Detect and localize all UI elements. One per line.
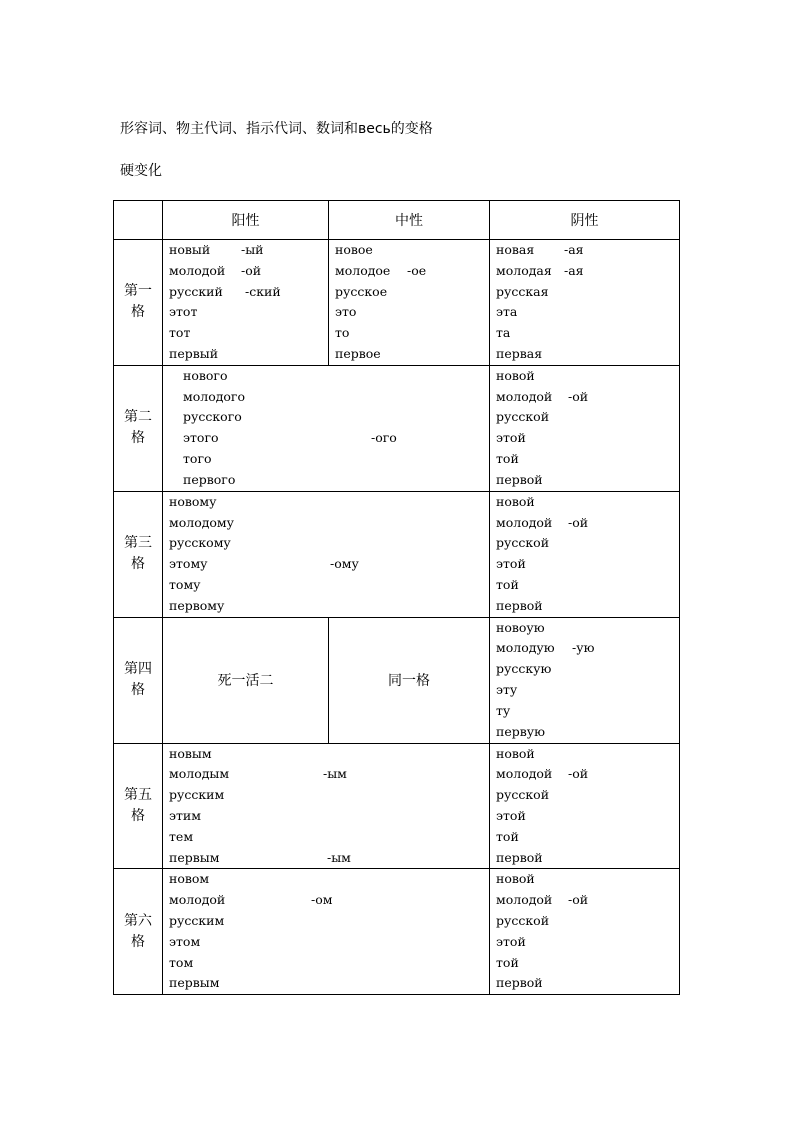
word-line: первую [496,723,546,739]
word-line: новый -ый [169,242,264,257]
word-line: новому [169,493,217,509]
word-line: молодому [169,514,235,530]
ins-feminine-cell [490,743,680,869]
word-line: первой [496,849,543,865]
word-line: молодой -ой [496,514,589,530]
word-line: этим [169,807,201,823]
word-line: первое [335,345,381,361]
word-line: новоую [496,619,545,635]
ins-masc-neut-cell [163,743,490,869]
case-label: 第四 格 [114,617,163,743]
word-line: этой [496,933,526,949]
word-line: той [496,828,519,844]
pre-feminine-cell [490,869,680,995]
word-line: то [335,325,350,341]
case-label: 第一 格 [114,240,163,366]
word-line: новой [496,493,535,509]
word-line: этой [496,430,526,446]
word-line: эту [496,681,518,697]
header-neuter: 中性 [329,201,490,240]
gen-masc-neut-cell [163,365,490,491]
header-feminine: 阴性 [490,201,680,240]
word-line: первая [496,345,543,361]
word-line: первой [496,597,543,613]
declension-table [113,200,680,995]
word-line: молодым -ым [169,766,347,782]
word-line: этой [496,807,526,823]
word-line: русского [183,409,242,425]
table-row-accusative [114,617,680,743]
word-line: русскую [496,661,552,677]
table-row-prepositional [114,869,680,995]
word-line: первой [496,975,543,991]
acc-neuter-cell: 同一格 [329,617,490,743]
word-line: молодое -ое [335,262,427,278]
word-line: первый [169,345,219,361]
pre-masc-neut-cell [163,869,490,995]
word-line: тот [169,325,191,341]
word-line: молодой -ой [496,892,589,908]
word-line: этот [169,304,198,320]
word-line: это [335,304,357,320]
acc-masculine-cell: 死一活二 [163,617,329,743]
table-row-nominative [114,240,680,366]
table-row-dative [114,491,680,617]
word-line: этой [496,556,526,572]
dat-masc-neut-cell [163,491,490,617]
word-line: русской [496,535,550,551]
word-line: этом [169,933,201,949]
table-row-instrumental [114,743,680,869]
page-title: 形容词、物主代词、指示代词、数词和весь的变格 [120,121,433,137]
word-line: этого -ого [183,430,397,446]
word-line: молодой -ом [169,892,333,908]
word-line: тем [169,828,194,844]
acc-feminine-cell [490,617,680,743]
header-corner [114,201,163,240]
word-line: той [496,450,519,466]
word-line: новая -ая [496,242,584,257]
word-line: русской [496,787,550,803]
word-line: русское [335,283,388,299]
word-line: новой [496,367,535,383]
word-line: первой [496,471,543,487]
word-line: молодая -ая [496,262,584,278]
section-subtitle: 硬变化 [120,163,162,179]
word-line: этому -ому [169,556,359,572]
word-line: молодого [183,388,246,404]
word-line: та [496,325,511,341]
word-line: русским [169,912,225,928]
table-header-row [114,201,680,240]
word-line: первого [183,471,236,487]
word-line: молодой -ой [496,766,589,782]
word-line: том [169,954,194,970]
word-line: той [496,954,519,970]
word-line: новой [496,745,535,761]
header-masculine: 阳性 [163,201,329,240]
word-line: русскому [169,535,231,551]
word-line: русским [169,787,225,803]
nom-neuter-cell [329,240,490,366]
word-line: новым [169,745,212,761]
word-line: молодую -ую [496,640,595,656]
case-label: 第五 格 [114,743,163,869]
word-line: первому [169,597,225,613]
word-line: новое [335,242,373,257]
word-line: эта [496,304,518,320]
dat-feminine-cell [490,491,680,617]
word-line: нового [183,367,228,383]
word-line: той [496,576,519,592]
word-line: русской [496,912,550,928]
case-label: 第二 格 [114,365,163,491]
word-line: молодой -ой [496,388,589,404]
word-line: первым [169,975,220,991]
word-line: русская [496,283,549,299]
gen-feminine-cell [490,365,680,491]
case-label: 第三 格 [114,491,163,617]
word-line: русской [496,409,550,425]
word-line: новой [496,871,535,887]
word-line: того [183,450,212,466]
word-line: ту [496,702,511,718]
nom-masculine-cell [163,240,329,366]
word-line: первым -ым [169,849,351,865]
word-line: молодой -ой [169,262,262,278]
word-line: русский -ский [169,283,281,299]
word-line: тому [169,576,201,592]
table-row-genitive [114,365,680,491]
nom-feminine-cell [490,240,680,366]
word-line: новом [169,871,210,887]
case-label: 第六 格 [114,869,163,995]
